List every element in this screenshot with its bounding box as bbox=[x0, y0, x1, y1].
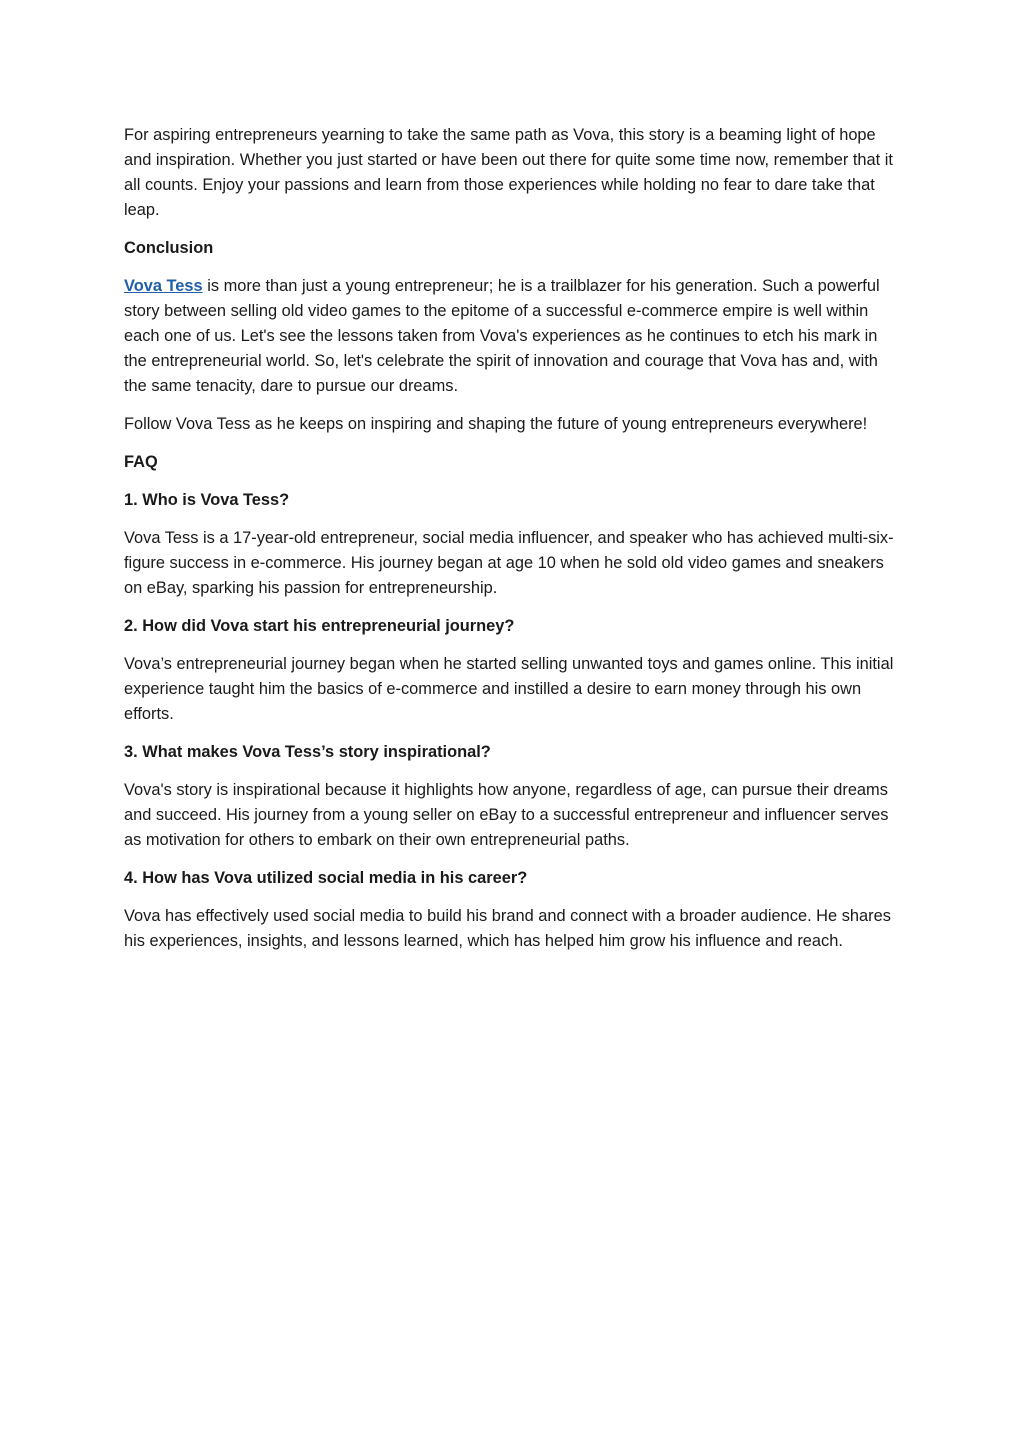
faq-answer: Vova’s entrepreneurial journey began when he started selling unwanted toys and games online. This initial experience taught him the basics of e-commerce and instilled a desire to earn money through his own efforts. bbox=[124, 655, 894, 723]
faq-item bbox=[124, 866, 904, 954]
conclusion-paragraph bbox=[124, 274, 904, 399]
faq-answer: Vova Tess is a 17-year-old entrepreneur, social media influencer, and speaker who has achieved multi-six-figure success in e-commerce. His journey began at age 10 when he sold old video games and sneakers on eBay, sparking his passion for entrepreneurship. bbox=[124, 529, 894, 597]
faq-answer: Vova's story is inspirational because it highlights how anyone, regardless of age, can pursue their dreams and succeed. His journey from a young seller on eBay to a successful entrepreneur and influencer serves as motivation for others to embark on their own entrepreneurial paths. bbox=[124, 781, 889, 849]
faq-question: 2. How did Vova start his entrepreneurial journey? bbox=[124, 617, 515, 635]
faq-item bbox=[124, 488, 904, 601]
faq-question: 1. Who is Vova Tess? bbox=[124, 491, 290, 509]
follow-paragraph: Follow Vova Tess as he keeps on inspiring and shaping the future of young entrepreneurs everywhere! bbox=[124, 415, 868, 433]
document-page bbox=[124, 123, 904, 967]
conclusion-heading: Conclusion bbox=[124, 239, 214, 257]
intro-paragraph: For aspiring entrepreneurs yearning to take the same path as Vova, this story is a beaming light of hope and inspiration. Whether you just started or have been out there for quite some time now, remember that it all counts. Enjoy your passions and learn from those experiences while holding no fear to dare take that leap. bbox=[124, 126, 893, 219]
faq-answer: Vova has effectively used social media to build his brand and connect with a broader audience. He shares his experiences, insights, and lessons learned, which has helped him grow his influence and reach. bbox=[124, 907, 891, 950]
faq-item bbox=[124, 740, 904, 853]
vova-tess-link[interactable]: Vova Tess bbox=[124, 277, 203, 295]
faq-question: 3. What makes Vova Tess’s story inspirational? bbox=[124, 743, 491, 761]
conclusion-paragraph-text: is more than just a young entrepreneur; he is a trailblazer for his generation. Such a powerful story between selling old video games to the epitome of a successful e-commerce empire is well within each one of us. Let's see the lessons taken from Vova's experiences as he continues to etch his mark in the entrepreneurial world. So, let's celebrate the spirit of innovation and courage that Vova has and, with the same tenacity, dare to pursue our dreams. bbox=[124, 277, 880, 395]
faq-item bbox=[124, 614, 904, 727]
faq-question: 4. How has Vova utilized social media in his career? bbox=[124, 869, 528, 887]
faq-heading: FAQ bbox=[124, 453, 158, 471]
